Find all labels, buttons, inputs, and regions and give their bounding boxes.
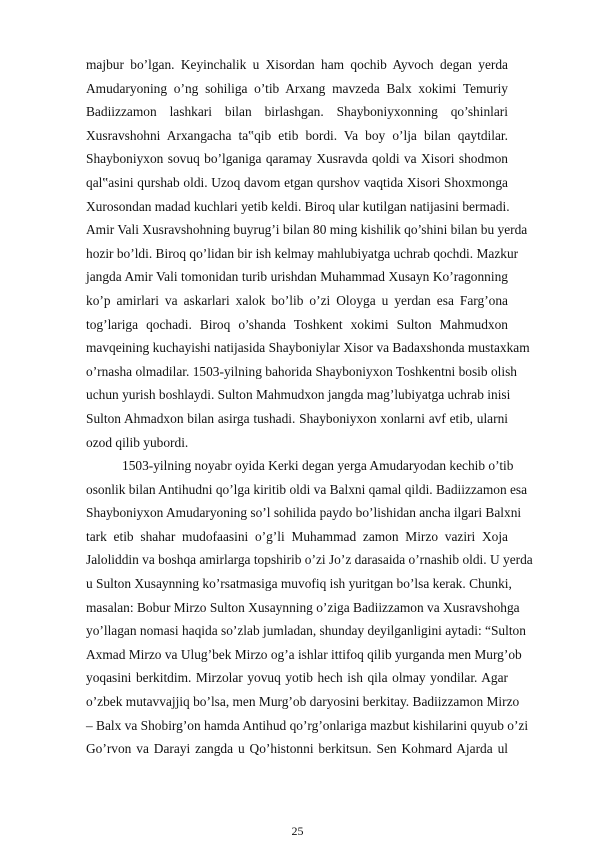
paragraph1-line: Xurosondan madad kuchlari yetib keldi. Biroq ular kutilgan natijasini bermadi. — [86, 198, 510, 214]
paragraph2-line: – Balx va Shobirg’on hamda Antihud qo’rg’onlariga mazbut kishilarini quyub o’zi — [86, 717, 529, 733]
paragraph1-line: jangda Amir Vali tomonidan turib urishdan Muhammad Xusayn Ko’ragonning — [86, 269, 508, 285]
paragraph1-line: Amir Vali Xusravshohning buyrug’i bilan 80 ming kishilik qo’shini bilan bu yerda — [86, 222, 528, 238]
paragraph1-line: majbur bo’lgan. Keyinchalik u Xisordan ham qochib Ayvoch degan yerda — [86, 57, 508, 72]
paragraph1-line: Sulton Ahmadxon bilan asirga tushadi. Shayboniyxon xonlarni avf etib, ularni — [86, 410, 508, 426]
paragraph2-line: yo’llagan nomasi haqida so’zlab jumladan, shunday deyilganligini aytadi: “Sulton — [86, 623, 526, 639]
paragraph2-line: tark etib shahar mudofaasini o’g’li Muhammad zamon Mirzo vaziri Xoja — [86, 528, 508, 544]
paragraph1-line: ko’p amirlari va askarlari xalok bo’lib o’zi Oloyga u yerdan esa Farg’ona — [86, 292, 508, 308]
paragraph2-line: Axmad Mirzo va Ulug’bek Mirzo og’a ishlar ittifoq qilib yurganda men Murg’ob — [86, 646, 522, 662]
paragraph1-line: o’rnasha olmadilar. 1503-yilning bahorida Shayboniyxon Toshkentni bosib olish — [86, 363, 517, 379]
paragraph2-line: Jaloliddin va boshqa amirlarga topshirib o’zi Jo’z darasaida o’rnashib oldi. U yerda — [86, 552, 533, 568]
paragraph1-line: Xusravshohni Arxangacha ta‟qib etib bordi. Va boy o’lja bilan qaytdilar. — [86, 127, 508, 143]
paragraph2-line: o’zbek mutavvajjiq bo’lsa, men Murg’ob daryosini berkitay. Badiizzamon Mirzo — [86, 694, 520, 710]
paragraph2-line: Go’rvon va Darayi zangda u Qo’histonni berkitsun. Sen Kohmard Ajarda ul — [86, 741, 508, 757]
paragraph2-line: masalan: Bobur Mirzo Sulton Xusaynning o’ziga Badiizzamon va Xusravshohga — [86, 599, 520, 615]
paragraph1-line: ozod qilib yubordi. — [86, 434, 189, 450]
paragraph1-line: mavqeining kuchayishi natijasida Shayboniylar Xisor va Badaxshonda mustaxkam — [86, 340, 530, 356]
paragraph2-line: 1503-yilning noyabr oyida Kerki degan yerga Amudaryodan kechib o’tib — [122, 458, 514, 474]
paragraph1-line: tog’lariga qochadi. Biroq o’shanda Toshkent xokimi Sulton Mahmudxon — [86, 316, 508, 332]
paragraph1-line: Shayboniyxon sovuq bo’lganiga qaramay Xusravda qoldi va Xisori shodmon — [86, 151, 508, 167]
paragraph2-line: osonlik bilan Antihudni qo’lga kiritib oldi va Balxni qamal qildi. Badiizzamon esa — [86, 481, 528, 497]
body-text — [86, 53, 533, 761]
paragraph2-line: yoqasini berkitdim. Mirzolar yovuq yotib hech ish qila olmay yondilar. Agar — [86, 670, 508, 686]
paragraph2-line: u Sulton Xusaynning ko’rsatmasiga muvofiq ish yuritgan bo’lsa kerak. Chunki, — [86, 576, 512, 592]
page-number: 25 — [291, 824, 304, 838]
paragraph2-line: Shayboniyxon Amudaryoning so’l sohilida paydo bo’lishidan ancha ilgari Balxni — [86, 505, 522, 521]
paragraph1-line: Badiizzamon lashkari bilan birlashgan. Shayboniyxonning qo’shinlari — [86, 104, 508, 120]
paragraph1-line: Amudaryoning o’ng sohiliga o’tib Arxang mavzeda Balx xokimi Temuriy — [86, 80, 508, 96]
paragraph1-line: hozir bo’ldi. Biroq qo’lidan bir ish kelmay mahlubiyatga uchrab qochdi. Mazkur — [86, 245, 519, 261]
paragraph1-line: qal‟asini qurshab oldi. Uzoq davom etgan qurshov vaqtida Xisori Shoxmonga — [86, 174, 508, 190]
paragraph1-line: uchun yurish boshlaydi. Sulton Mahmudxon jangda mag’lubiyatga uchrab inisi — [86, 387, 511, 403]
